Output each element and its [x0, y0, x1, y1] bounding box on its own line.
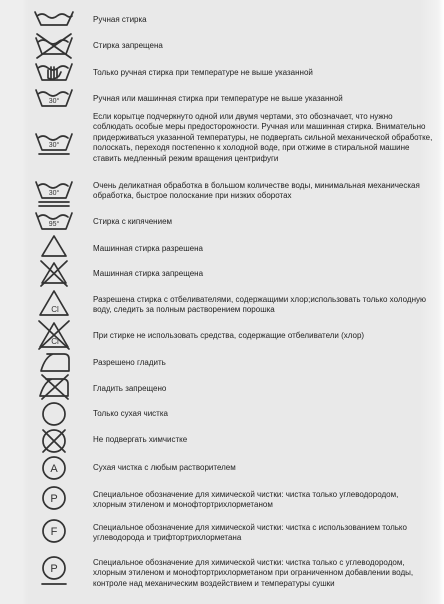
symbol-description: Стирка с кипячением: [93, 217, 173, 226]
wash-crossed-icon: [33, 32, 75, 60]
symbol-description: Не подвергать химчистке: [93, 435, 188, 444]
symbol-description: Разрешено гладить: [93, 358, 166, 367]
wash-95-icon: [33, 209, 75, 231]
temperature-label: 30°: [48, 142, 60, 149]
symbol-description: Только сухая чистка: [93, 409, 168, 418]
temperature-label: 30°: [48, 190, 60, 197]
solvent-letter: P: [50, 493, 58, 505]
symbol-description: Сухая чистка с любым растворителем: [93, 463, 236, 472]
solvent-letter: A: [50, 463, 58, 475]
symbol-description: Очень деликатная обработка в большом количестве воды, минимальная механическая обработка, быстрое полоскание при низких оборотах: [93, 181, 420, 201]
symbol-description: Специальное обозначение для химической чистки: чистка только с углеводородом, хлорным этиленом и монофтортрихлорметаном при ограниченном добавлении воды, контроле над механическим воздействием и температуры сушки: [93, 558, 414, 588]
wash-30-icon: [33, 86, 75, 108]
iron-icon: [33, 351, 75, 373]
symbol-description: Только ручная стирка при температуре не выше указанной: [93, 68, 313, 77]
symbol-description: Разрешена стирка с отбеливателями, содержащими хлор;использовать только холодную воду, следить за полным растворением порошка: [93, 295, 426, 315]
circle-p-underlined-icon: [33, 555, 75, 587]
chlorine-label: Cl: [51, 305, 59, 314]
circle-icon: [33, 401, 75, 427]
solvent-letter: F: [50, 526, 58, 538]
triangle-icon: [33, 234, 75, 258]
circle-a-icon: [33, 455, 75, 481]
circle-crossed-icon: [33, 427, 75, 455]
chlorine-label: Cl: [51, 337, 59, 346]
symbol-description: Машинная стирка запрещена: [93, 269, 204, 278]
wash-30-two-lines-icon: [33, 178, 75, 208]
symbol-description: Специальное обозначение для химической чистки: чистка только углеводородом, хлорным этиленом и монофтортрихлорметаном: [93, 490, 399, 510]
symbol-description: Ручная стирка: [93, 15, 147, 24]
wash-30-one-line-icon: [33, 130, 75, 156]
hand-wash-tub-icon: [33, 10, 75, 26]
symbol-description: Гладить запрещено: [93, 384, 167, 393]
solvent-letter: P: [50, 563, 58, 575]
triangle-crossed-icon: [33, 259, 75, 287]
symbol-description: Если корытце подчеркнуто одной или двумя чертами, это обозначает, что нужно соблюдать особые меры предосторожности. Ручная или машинная стирка. Внимательно придерживаться указанной температуры, не подвергать сильной механической обработке, полоскать, переходя постепенно к холодной воде, при отжиме в стиральной машине ставить медленный режим вращения центрифуги: [93, 112, 433, 163]
circle-p-icon: [33, 485, 75, 511]
hand-wash-temperature-icon: [33, 60, 75, 82]
temperature-label: 95°: [48, 221, 60, 228]
symbol-description: Машинная стирка разрешена: [93, 244, 203, 253]
triangle-cl-icon: [33, 289, 75, 317]
symbol-description: При стирке не использовать средства, содержащие отбеливатели (хлор): [93, 331, 365, 340]
circle-f-icon: [33, 518, 75, 544]
temperature-label: 30°: [48, 98, 60, 105]
symbol-description: Ручная или машинная стирка при температуре не выше указанной: [93, 94, 343, 103]
symbol-description: Специальное обозначение для химической чистки: чистка с использованием только углеводорода и трифтортрихлорметана: [93, 523, 407, 543]
iron-crossed-icon: [33, 374, 75, 400]
symbol-description: Стирка запрещена: [93, 41, 163, 50]
triangle-cl-crossed-icon: [33, 320, 75, 350]
